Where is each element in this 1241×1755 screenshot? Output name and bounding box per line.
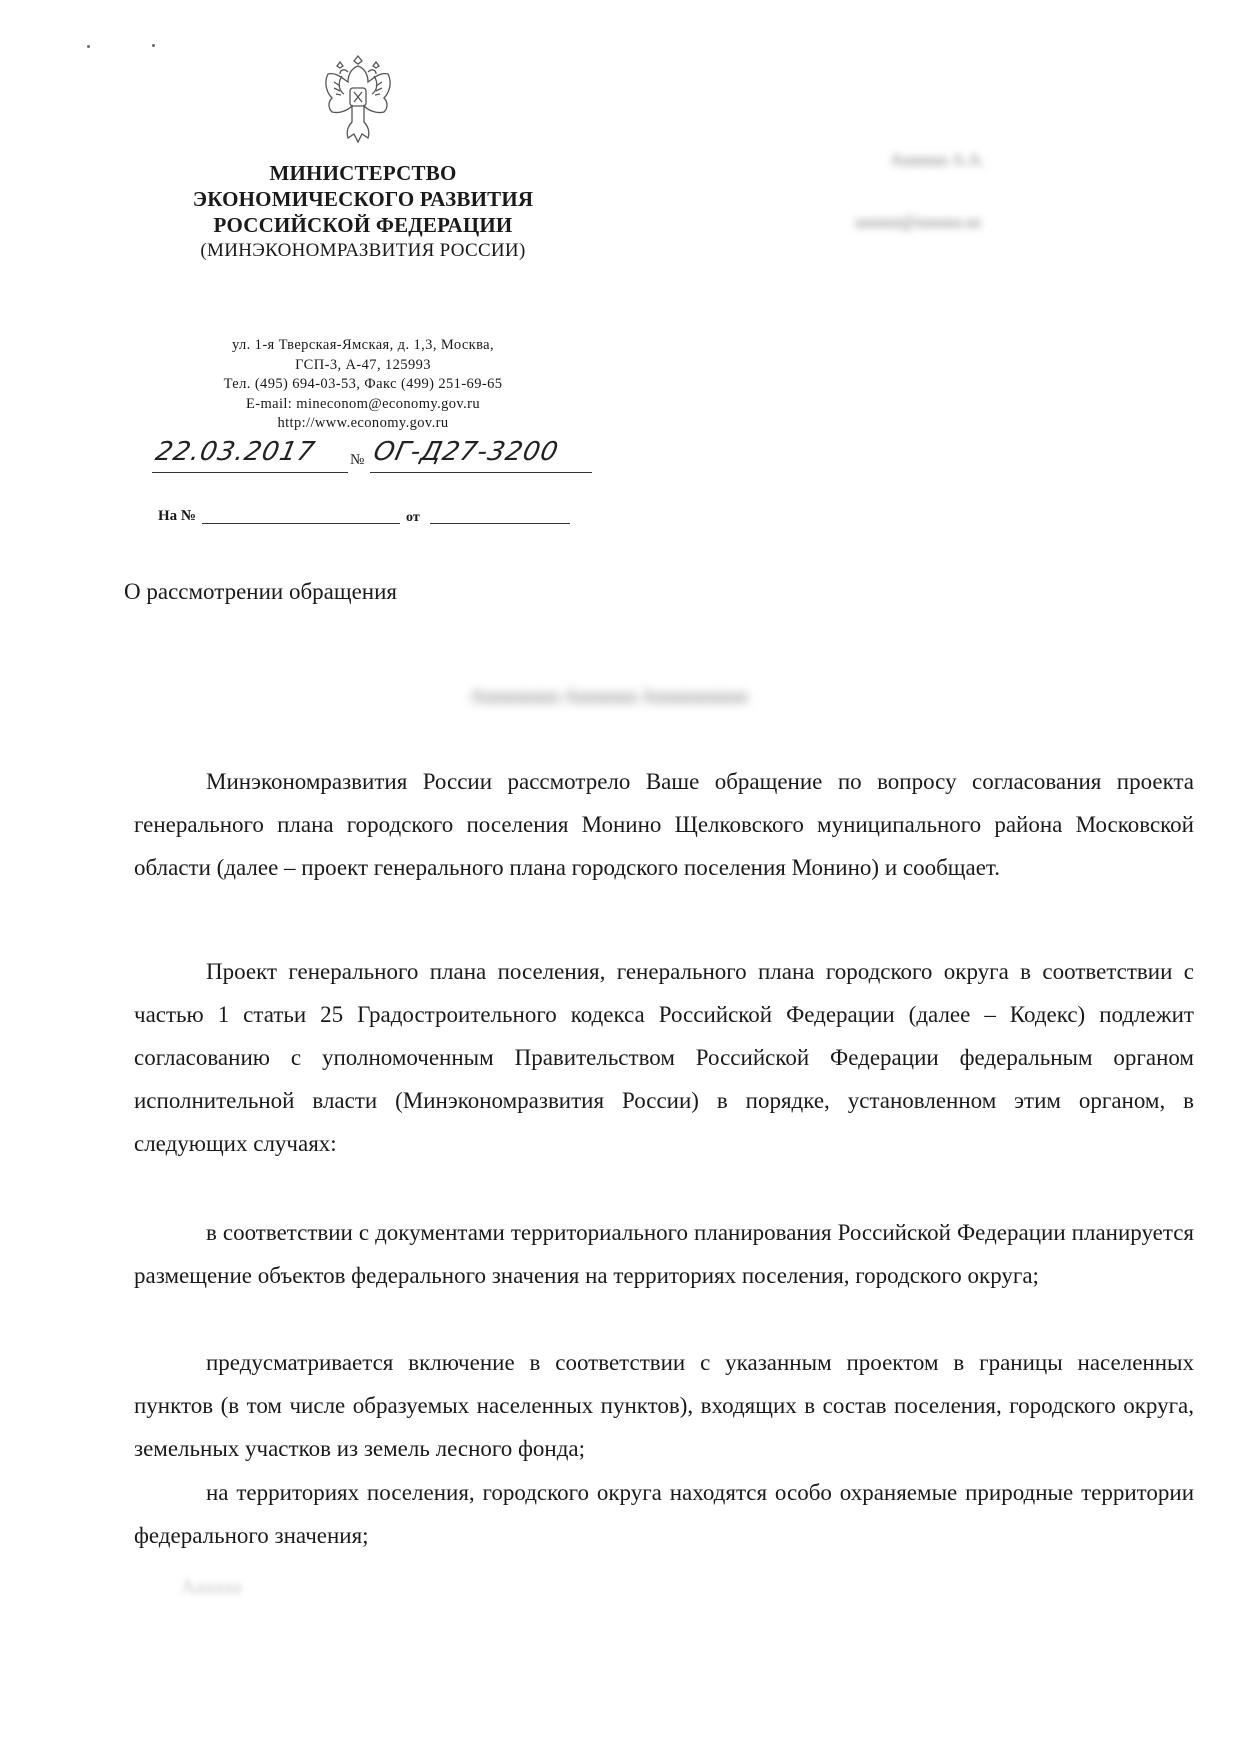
redacted-recipient-name: Ааааааа А.А.: [890, 150, 985, 169]
letter-body: [134, 1211, 1194, 1297]
registration-date: 22.03.2017: [152, 437, 319, 467]
org-title-line: РОССИЙСКОЙ ФЕДЕРАЦИИ: [213, 213, 513, 237]
address-line: ГСП-3, А-47, 125993: [295, 356, 431, 373]
body-paragraph: предусматривается включение в соответствии с указанным проектом в границы населенных пунктов (в том числе образуемых населенных пунктов), входящих в состав поселения, городского округа, земельных участков из земель лесного фонда;: [134, 1350, 1194, 1461]
body-paragraph: Минэкономразвития России рассмотрело Ваше обращение по вопросу согласования проекта генерального плана городского поселения Монино Щелковского муниципального района Московской области (далее – проект генерального плана городского поселения Монино) и сообщает.: [134, 769, 1194, 880]
phone-line: Тел. (495) 694-03-53, Факс (499) 251-69-65: [223, 376, 503, 392]
body-paragraph: на территориях поселения, городского округа находятся особо охраняемые природные территории федерального значения;: [134, 1480, 1194, 1548]
letter-subject: О рассмотрении обращения: [124, 579, 397, 604]
organization-header: [140, 160, 586, 264]
redacted-recipient-email: аааааа@аааааа.аа: [855, 212, 981, 231]
org-title-line: ЭКОНОМИЧЕСКОГО РАЗВИТИЯ: [192, 187, 534, 211]
letter-body: [134, 950, 1194, 1165]
reference-row: [158, 506, 578, 528]
org-abbreviation: (МИНЭКОНОМРАЗВИТИЯ РОССИИ): [200, 240, 526, 261]
body-paragraph: в соответствии с документами территориального планирования Российской Федерации планируется размещение объектов федерального значения на территориях поселения, городского округа;: [134, 1220, 1194, 1288]
number-underline: [370, 472, 592, 473]
date-underline: [152, 472, 348, 473]
address-line: ул. 1-я Тверская-Ямская, д. 1,3, Москва,: [231, 337, 495, 353]
reference-label: На №: [158, 508, 196, 524]
emblem-icon: [318, 52, 398, 146]
reference-number-line: [202, 523, 400, 524]
org-title-line: МИНИСТЕРСТВО: [269, 161, 457, 185]
scan-speck: [87, 45, 90, 48]
email-line: E-mail: mineconom@economy.gov.ru: [245, 395, 481, 412]
website-line: http://www.economy.gov.ru: [277, 415, 449, 431]
registration-row: [152, 436, 592, 480]
body-paragraph: Проект генерального плана поселения, генерального плана городского округа в соответствии с частью 1 статьи 25 Градостроительного кодекса Российской Федерации (далее – Кодекс) подлежит согласованию с уполномоченным Правительством Российской Федерации федеральным органом исполнительной власти (Минэкономразвития России) в порядке, установленном этим органом, в следующих случаях:: [134, 959, 1194, 1156]
reference-date-line: [430, 523, 570, 524]
scan-bleed-through: Аааааа: [180, 1574, 242, 1598]
letter-body: [134, 760, 1194, 889]
registration-number: ОГ-Д27-3200: [370, 437, 562, 467]
number-sign: №: [350, 452, 365, 468]
address-block: [178, 336, 548, 434]
scan-speck: [152, 44, 155, 47]
reference-from-label: от: [406, 510, 420, 525]
letter-body: [134, 1341, 1194, 1470]
letter-body: [134, 1471, 1194, 1557]
redacted-addressee-line: Аааааааааа Аааааааа Аааааааааааа: [470, 686, 748, 707]
